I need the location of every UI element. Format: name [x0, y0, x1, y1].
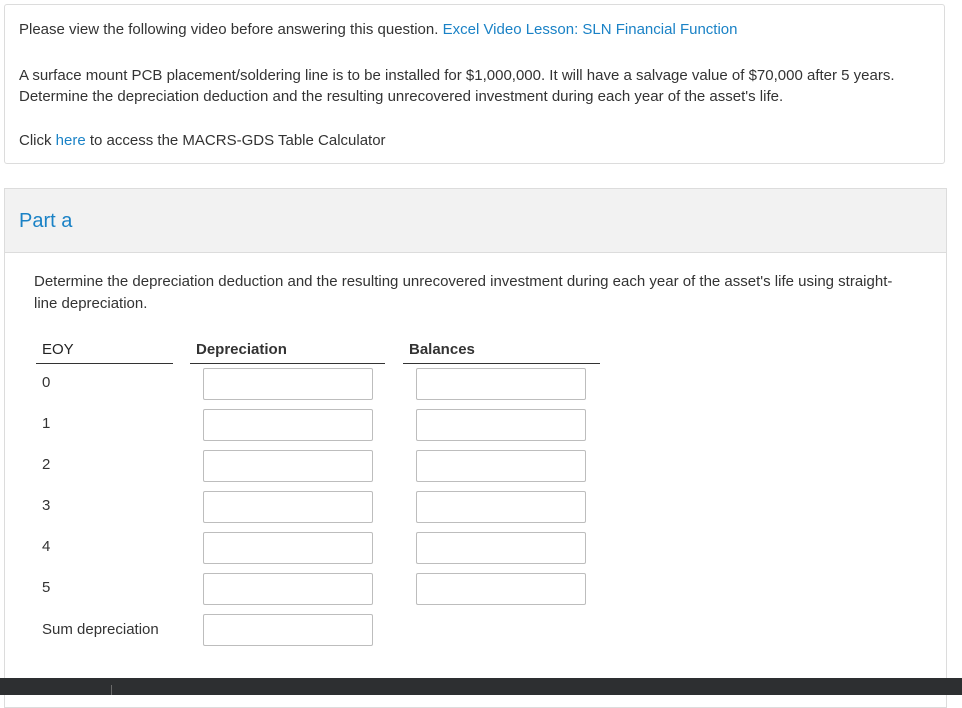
balance-input[interactable] — [416, 368, 586, 400]
eoy-label: 3 — [42, 497, 51, 514]
eoy-label: 1 — [42, 415, 51, 432]
eoy-label: 4 — [42, 538, 51, 555]
part-question: Determine the depreciation deduction and the resulting unrecovered investment during each year of the asset's life using straight-line depreciation. — [34, 273, 893, 312]
toolbar-divider — [111, 685, 112, 695]
calculator-link[interactable]: here — [55, 132, 86, 149]
balance-input[interactable] — [416, 573, 586, 605]
intro-line — [19, 19, 737, 40]
balance-input[interactable] — [416, 409, 586, 441]
depreciation-column-header: Depreciation — [190, 341, 385, 364]
calculator-prefix: Click — [19, 132, 52, 149]
sum-depreciation-input[interactable] — [203, 614, 373, 646]
depreciation-input[interactable] — [203, 450, 373, 482]
depreciation-input[interactable] — [203, 532, 373, 564]
bottom-toolbar — [0, 678, 962, 695]
balance-input[interactable] — [416, 450, 586, 482]
depreciation-input[interactable] — [203, 491, 373, 523]
balance-input[interactable] — [416, 491, 586, 523]
part-title: Part a — [19, 210, 73, 232]
depreciation-input[interactable] — [203, 409, 373, 441]
depreciation-input[interactable] — [203, 368, 373, 400]
eoy-label: 5 — [42, 579, 51, 596]
eoy-label: 2 — [42, 456, 51, 473]
question-card — [4, 4, 945, 164]
sum-depreciation-label: Sum depreciation — [42, 621, 159, 638]
problem-statement: A surface mount PCB placement/soldering line is to be installed for $1,000,000. It will have a salvage value of $70,000 after 5 years. Determine the depreciation deduction and the resulting unrecovered investment during each year of the asset's life. — [19, 67, 895, 105]
eoy-column-header: EOY — [36, 341, 173, 364]
eoy-label: 0 — [42, 374, 51, 391]
depreciation-input[interactable] — [203, 573, 373, 605]
video-lesson-link[interactable]: Excel Video Lesson: SLN Financial Function — [442, 21, 738, 38]
balances-column-header: Balances — [403, 341, 600, 364]
part-a-header — [5, 189, 946, 253]
balance-input[interactable] — [416, 532, 586, 564]
intro-text: Please view the following video before answering this question. — [19, 21, 439, 38]
part-a-panel — [4, 188, 947, 708]
calculator-line — [19, 130, 386, 151]
calculator-suffix: to access the MACRS-GDS Table Calculator — [89, 132, 386, 149]
